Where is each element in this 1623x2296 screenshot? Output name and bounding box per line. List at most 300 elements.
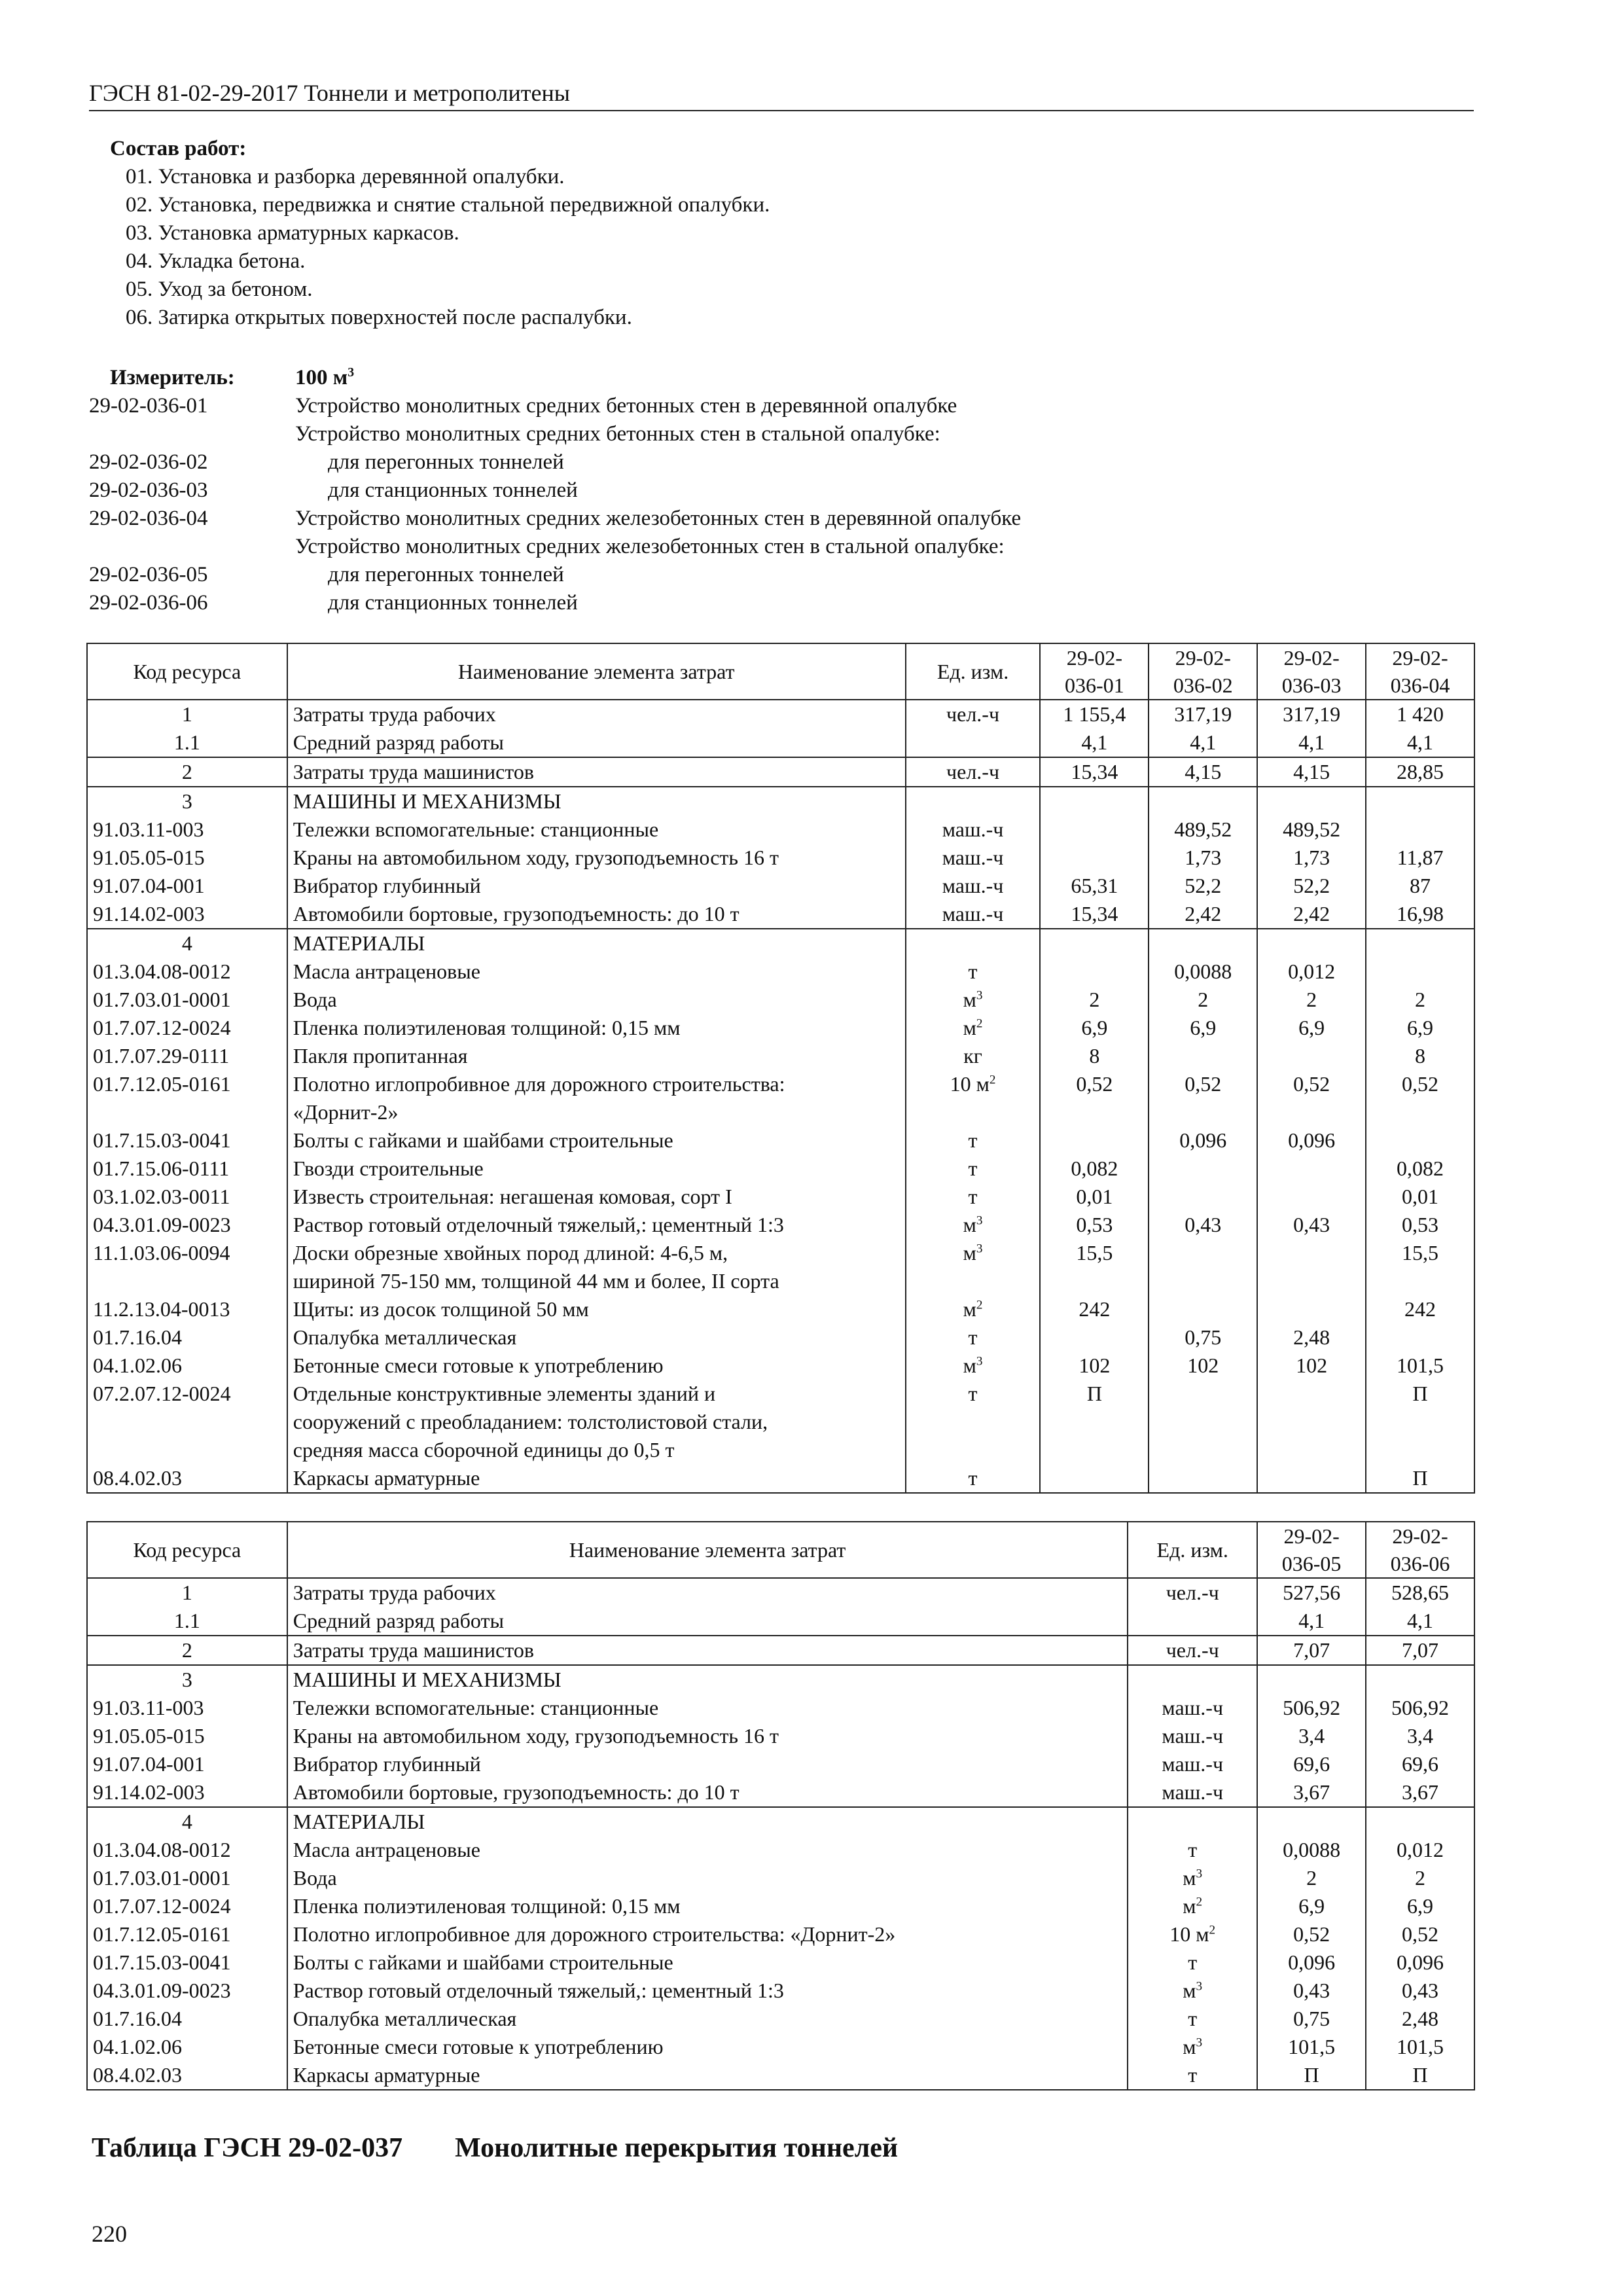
norm-value: 2 [1149, 986, 1257, 1014]
norm-value: 0,43 [1366, 1977, 1474, 2005]
norm-value: 6,9 [1366, 1892, 1474, 1920]
norm-value [1366, 1807, 1474, 1836]
resource-code: 4 [87, 929, 287, 958]
work-step: 02. Установка, передвижка и снятие стальной передвижной опалубки. [126, 193, 770, 217]
resource-name: Пакля пропитанная [287, 1042, 906, 1070]
norm-code: 29-02-036-03 [89, 478, 208, 502]
resource-unit [1128, 1778, 1257, 1807]
table-row [87, 757, 1474, 787]
table-row [87, 1211, 1474, 1239]
table-row [87, 1607, 1474, 1636]
norm-value: 2,48 [1257, 1323, 1366, 1352]
resource-unit [1128, 1694, 1257, 1722]
norm-value [1257, 1267, 1366, 1295]
resource-code: 01.7.15.06-0111 [87, 1155, 287, 1183]
unit-text: т [968, 1128, 978, 1152]
resource-unit [906, 844, 1041, 872]
work-step: 04. Укладка бетона. [126, 249, 306, 273]
norm-value: 0,01 [1040, 1183, 1149, 1211]
norm-value: П [1366, 1464, 1474, 1493]
norm-value: 0,52 [1366, 1920, 1474, 1948]
resource-unit [1128, 1607, 1257, 1636]
norm-value: 11,87 [1366, 844, 1474, 872]
resource-code: 2 [87, 757, 287, 787]
table-row [87, 1920, 1474, 1948]
work-step: 06. Затирка открытых поверхностей после распалубки. [126, 306, 632, 329]
unit-text: маш.-ч [1162, 1696, 1224, 1719]
norm-value: 0,75 [1149, 1323, 1257, 1352]
norm-value: 102 [1149, 1352, 1257, 1380]
norm-value: 102 [1040, 1352, 1149, 1380]
resource-unit [906, 986, 1041, 1014]
norm-value [1257, 1295, 1366, 1323]
norm-value [1366, 1436, 1474, 1464]
resource-name: Болты с гайками и шайбами строительные [287, 1948, 1128, 1977]
resource-code: 04.1.02.06 [87, 2033, 287, 2061]
table-row [87, 2061, 1474, 2090]
norm-value [1257, 1042, 1366, 1070]
norm-value: 28,85 [1366, 757, 1474, 787]
table-row [87, 1042, 1474, 1070]
norm-value [1149, 1408, 1257, 1436]
norm-value [1040, 816, 1149, 844]
table-row [87, 1126, 1474, 1155]
resource-unit [906, 1464, 1041, 1493]
norm-value: П [1366, 1380, 1474, 1408]
table-row [87, 1892, 1474, 1920]
work-composition-list [89, 163, 770, 332]
norm-value [1149, 1295, 1257, 1323]
resource-code [87, 1408, 287, 1436]
norm-value [1040, 1267, 1149, 1295]
resource-name: Пленка полиэтиленовая толщиной: 0,15 мм [287, 1014, 906, 1042]
norm-value: 0,75 [1257, 2005, 1366, 2033]
resource-name: средняя масса сборочной единицы до 0,5 т [287, 1436, 906, 1464]
norm-value: 15,34 [1040, 757, 1149, 787]
norm-value [1040, 929, 1149, 958]
norm-value [1149, 1183, 1257, 1211]
norm-value [1149, 1098, 1257, 1126]
norm-description: для станционных тоннелей [328, 591, 578, 615]
resource-unit [1128, 1920, 1257, 1948]
unit-text: т [1188, 2007, 1198, 2030]
norm-value [1040, 787, 1149, 816]
resource-name: Средний разряд работы [287, 1607, 1128, 1636]
resource-table-1 [86, 643, 1475, 1494]
unit-text: т [968, 960, 978, 983]
work-step: 03. Установка арматурных каркасов. [126, 221, 459, 245]
resource-unit [1128, 2005, 1257, 2033]
running-header-title: ГЭСН 81-02-29-2017 Тоннели и метрополитены [89, 80, 570, 106]
resource-unit [906, 929, 1041, 958]
unit-text: 10 м [1169, 1922, 1209, 1946]
unit-text: маш.-ч [1162, 1752, 1224, 1776]
norm-value: 4,15 [1257, 757, 1366, 787]
resource-unit [906, 1436, 1041, 1464]
norm-value: 506,92 [1257, 1694, 1366, 1722]
resource-unit [906, 1295, 1041, 1323]
norm-value: 7,07 [1257, 1636, 1366, 1665]
unit-text: т [968, 1185, 978, 1208]
norm-value [1149, 787, 1257, 816]
resource-name: Полотно иглопробивное для дорожного строительства: [287, 1070, 906, 1098]
norm-value [1257, 1239, 1366, 1267]
resource-name: МАТЕРИАЛЫ [287, 929, 906, 958]
norm-description: для перегонных тоннелей [328, 450, 564, 474]
resource-code: 91.14.02-003 [87, 900, 287, 929]
resource-unit [906, 816, 1041, 844]
measurement-unit-row [89, 364, 1476, 392]
unit-exponent: 2 [1196, 1895, 1203, 1909]
resource-code: 1.1 [87, 1607, 287, 1636]
unit-text: т [968, 1157, 978, 1180]
unit-text: м [963, 1354, 976, 1377]
resource-code: 91.07.04-001 [87, 872, 287, 900]
unit-exponent: 3 [1196, 2036, 1203, 2050]
resource-unit [1128, 2061, 1257, 2090]
resource-code: 11.1.03.06-0094 [87, 1239, 287, 1267]
resource-name: Вибратор глубинный [287, 1750, 1128, 1778]
table-row [87, 900, 1474, 929]
norm-value [1257, 1155, 1366, 1183]
norm-value: 0,082 [1366, 1155, 1474, 1183]
unit-exponent: 2 [989, 1073, 996, 1087]
unit-exponent: 3 [976, 1213, 983, 1228]
next-table-name: Монолитные перекрытия тоннелей [455, 2133, 899, 2163]
norm-value [1040, 958, 1149, 986]
resource-name: Пленка полиэтиленовая толщиной: 0,15 мм [287, 1892, 1128, 1920]
norm-value: 101,5 [1366, 2033, 1474, 2061]
resource-code: 1 [87, 700, 287, 728]
norm-description: Устройство монолитных средних бетонных стен в стальной опалубке: [295, 422, 940, 446]
unit-text: маш.-ч [942, 874, 1004, 897]
unit-text: т [968, 1466, 978, 1490]
norm-value [1149, 1239, 1257, 1267]
resource-code: 01.7.16.04 [87, 1323, 287, 1352]
resource-name: Автомобили бортовые, грузоподъемность: до 10 т [287, 1778, 1128, 1807]
resource-code: 08.4.02.03 [87, 1464, 287, 1493]
unit-exponent: 3 [976, 1242, 983, 1256]
resource-name: Краны на автомобильном ходу, грузоподъемность 16 т [287, 1722, 1128, 1750]
norm-value: 3,4 [1257, 1722, 1366, 1750]
norm-value: 0,0088 [1257, 1836, 1366, 1864]
norm-value: 65,31 [1040, 872, 1149, 900]
norm-value: 52,2 [1257, 872, 1366, 900]
header-norm-code: 29-02- 036-02 [1149, 643, 1257, 700]
header-norm-code: 29-02- 036-03 [1257, 643, 1366, 700]
norm-value: 489,52 [1257, 816, 1366, 844]
norm-value: 242 [1040, 1295, 1149, 1323]
resource-code: 01.7.07.12-0024 [87, 1014, 287, 1042]
table-row [87, 1267, 1474, 1295]
norm-value: 0,096 [1257, 1948, 1366, 1977]
unit-text: чел.-ч [1166, 1581, 1219, 1604]
unit-text: маш.-ч [1162, 1724, 1224, 1748]
norm-description: Устройство монолитных средних железобетонных стен в стальной опалубке: [295, 535, 1005, 558]
resource-name: Автомобили бортовые, грузоподъемность: до 10 т [287, 900, 906, 929]
unit-exponent: 2 [976, 1016, 983, 1031]
unit-text: т [968, 1382, 978, 1405]
resource-code: 01.3.04.08-0012 [87, 958, 287, 986]
resource-name: Гвозди строительные [287, 1155, 906, 1183]
norm-value [1257, 1665, 1366, 1694]
table-row [87, 1864, 1474, 1892]
norm-value: 317,19 [1257, 700, 1366, 728]
measurement-code-row [89, 561, 1476, 589]
norm-value: 4,15 [1149, 757, 1257, 787]
table-row [87, 1295, 1474, 1323]
norm-value: 6,9 [1149, 1014, 1257, 1042]
resource-code: 91.03.11-003 [87, 816, 287, 844]
norm-value [1040, 1126, 1149, 1155]
resource-name: Затраты труда рабочих [287, 700, 906, 728]
norm-value: 489,52 [1149, 816, 1257, 844]
norm-value: 0,52 [1149, 1070, 1257, 1098]
next-table-code: Таблица ГЭСН 29-02-037 [92, 2133, 403, 2163]
table-row [87, 872, 1474, 900]
work-step: 01. Установка и разборка деревянной опалубки. [126, 165, 565, 188]
header-unit: Ед. изм. [906, 643, 1041, 700]
norm-value: 1,73 [1257, 844, 1366, 872]
unit-text: м [963, 988, 976, 1011]
resource-name: Вода [287, 1864, 1128, 1892]
resource-code: 03.1.02.03-0011 [87, 1183, 287, 1211]
resource-table-2 [86, 1521, 1475, 2090]
unit-text: м [963, 1241, 976, 1265]
resource-unit [906, 700, 1041, 728]
norm-value [1366, 1098, 1474, 1126]
resource-unit [906, 757, 1041, 787]
unit-exponent: 2 [976, 1298, 983, 1312]
norm-value: 0,52 [1040, 1070, 1149, 1098]
unit-exponent: 3 [976, 1354, 983, 1369]
resource-unit [906, 1042, 1041, 1070]
resource-code: 4 [87, 1807, 287, 1836]
norm-value [1149, 1464, 1257, 1493]
unit-text: т [1188, 2063, 1198, 2087]
resource-unit [906, 1239, 1041, 1267]
norm-value: 2,42 [1149, 900, 1257, 929]
norm-value: 69,6 [1366, 1750, 1474, 1778]
resource-name: Средний разряд работы [287, 728, 906, 757]
resource-name: Масла антраценовые [287, 958, 906, 986]
table-row [87, 1352, 1474, 1380]
norm-value: 2 [1366, 1864, 1474, 1892]
resource-name: сооружений с преобладанием: толстолистовой стали, [287, 1408, 906, 1436]
resource-code: 01.7.07.12-0024 [87, 1892, 287, 1920]
norm-value: 69,6 [1257, 1750, 1366, 1778]
norm-value [1149, 1267, 1257, 1295]
measurement-code-row [89, 589, 1476, 617]
norm-value [1149, 1380, 1257, 1408]
norm-value: 4,1 [1257, 728, 1366, 757]
norm-value: 528,65 [1366, 1578, 1474, 1607]
norm-value [1149, 1155, 1257, 1183]
norm-value [1040, 1323, 1149, 1352]
unit-text: м [1183, 1979, 1196, 2002]
resource-code: 91.05.05-015 [87, 844, 287, 872]
resource-unit [906, 1323, 1041, 1352]
norm-value: 1 420 [1366, 700, 1474, 728]
norm-value: 6,9 [1366, 1014, 1474, 1042]
resource-code: 01.7.07.29-0111 [87, 1042, 287, 1070]
resource-name: Затраты труда рабочих [287, 1578, 1128, 1607]
norm-value: 8 [1366, 1042, 1474, 1070]
norm-value [1257, 1098, 1366, 1126]
table-row [87, 1578, 1474, 1607]
table-row [87, 1665, 1474, 1694]
resource-unit [1128, 1722, 1257, 1750]
measurement-section [89, 364, 1476, 617]
table-header-row [87, 643, 1474, 700]
resource-unit [906, 958, 1041, 986]
norm-value: 2 [1040, 986, 1149, 1014]
table-row [87, 1380, 1474, 1408]
norm-value [1257, 1436, 1366, 1464]
norm-value: 527,56 [1257, 1578, 1366, 1607]
table-row [87, 1750, 1474, 1778]
resource-name: МАТЕРИАЛЫ [287, 1807, 1128, 1836]
norm-value: 101,5 [1257, 2033, 1366, 2061]
measurement-code-row [89, 476, 1476, 505]
resource-unit [1128, 1665, 1257, 1694]
norm-value [1257, 1807, 1366, 1836]
norm-code: 29-02-036-02 [89, 450, 208, 474]
page-number: 220 [92, 2221, 127, 2247]
norm-value [1257, 929, 1366, 958]
resource-unit [1128, 1948, 1257, 1977]
unit-text: маш.-ч [942, 817, 1004, 841]
norm-value [1040, 1098, 1149, 1126]
measurement-code-list [89, 392, 1476, 617]
norm-value [1366, 1323, 1474, 1352]
resource-name: Отдельные конструктивные элементы зданий и [287, 1380, 906, 1408]
resource-code: 3 [87, 1665, 287, 1694]
unit-text: маш.-ч [942, 902, 1004, 925]
resource-name: Раствор готовый отделочный тяжелый,: цементный 1:3 [287, 1211, 906, 1239]
norm-value: 0,012 [1366, 1836, 1474, 1864]
resource-code [87, 1436, 287, 1464]
norm-value: 4,1 [1257, 1607, 1366, 1636]
norm-value [1040, 844, 1149, 872]
resource-name: «Дорнит-2» [287, 1098, 906, 1126]
norm-value: 7,07 [1366, 1636, 1474, 1665]
resource-unit [906, 1126, 1041, 1155]
norm-value [1366, 1665, 1474, 1694]
resource-unit [906, 1408, 1041, 1436]
norm-value: 4,1 [1366, 1607, 1474, 1636]
norm-value: 3,4 [1366, 1722, 1474, 1750]
unit-text: м [963, 1213, 976, 1236]
norm-value: 1 155,4 [1040, 700, 1149, 728]
resource-code: 1.1 [87, 728, 287, 757]
resource-unit [906, 900, 1041, 929]
norm-value [1040, 1408, 1149, 1436]
unit-text: т [1188, 1838, 1198, 1861]
table-row [87, 929, 1474, 958]
resource-code: 01.7.12.05-0161 [87, 1920, 287, 1948]
norm-value [1366, 1267, 1474, 1295]
norm-value: П [1040, 1380, 1149, 1408]
table-row [87, 1694, 1474, 1722]
resource-code: 2 [87, 1636, 287, 1665]
table-row [87, 1155, 1474, 1183]
resource-name: Затраты труда машинистов [287, 757, 906, 787]
norm-value: 0,52 [1257, 1070, 1366, 1098]
unit-exponent: 3 [1196, 1979, 1203, 1994]
norm-value: 15,34 [1040, 900, 1149, 929]
table-row [87, 958, 1474, 986]
unit-text: кг [963, 1044, 982, 1067]
unit-exponent: 3 [1196, 1867, 1203, 1881]
unit-text: м [1183, 1866, 1196, 1890]
table-row [87, 1636, 1474, 1665]
resource-unit [1128, 1750, 1257, 1778]
resource-code: 11.2.13.04-0013 [87, 1295, 287, 1323]
table-row [87, 1014, 1474, 1042]
unit-text: м [963, 1297, 976, 1321]
norm-value: 0,52 [1366, 1070, 1474, 1098]
resource-name: Краны на автомобильном ходу, грузоподъемность 16 т [287, 844, 906, 872]
header-code: Код ресурса [87, 643, 287, 700]
unit-text: 10 м [950, 1072, 990, 1096]
resource-unit [906, 1352, 1041, 1380]
norm-value: 6,9 [1257, 1892, 1366, 1920]
norm-value: 3,67 [1257, 1778, 1366, 1807]
norm-code: 29-02-036-06 [89, 591, 208, 615]
norm-value: 52,2 [1149, 872, 1257, 900]
norm-value: 0,0088 [1149, 958, 1257, 986]
resource-code: 01.7.15.03-0041 [87, 1948, 287, 1977]
norm-value [1257, 1408, 1366, 1436]
norm-value [1149, 929, 1257, 958]
unit-text: чел.-ч [1166, 1638, 1219, 1662]
table-row [87, 1722, 1474, 1750]
resource-name: Вибратор глубинный [287, 872, 906, 900]
header-norm-code: 29-02- 036-06 [1366, 1522, 1474, 1578]
resource-code: 01.7.03.01-0001 [87, 1864, 287, 1892]
resource-unit [1128, 2033, 1257, 2061]
resource-name: МАШИНЫ И МЕХАНИЗМЫ [287, 1665, 1128, 1694]
resource-name: Тележки вспомогательные: станционные [287, 1694, 1128, 1722]
resource-code: 1 [87, 1578, 287, 1607]
header-norm-code: 29-02- 036-01 [1040, 643, 1149, 700]
norm-value: 0,43 [1149, 1211, 1257, 1239]
resource-unit [906, 1155, 1041, 1183]
resource-name: Раствор готовый отделочный тяжелый,: цементный 1:3 [287, 1977, 1128, 2005]
resource-code: 91.03.11-003 [87, 1694, 287, 1722]
norm-code: 29-02-036-04 [89, 507, 208, 530]
table-row [87, 2033, 1474, 2061]
resource-code: 04.3.01.09-0023 [87, 1211, 287, 1239]
norm-code: 29-02-036-05 [89, 563, 208, 586]
resource-name: Опалубка металлическая [287, 2005, 1128, 2033]
resource-name: Бетонные смеси готовые к употреблению [287, 2033, 1128, 2061]
resource-unit [1128, 1807, 1257, 1836]
resource-name: Щиты: из досок толщиной 50 мм [287, 1295, 906, 1323]
resource-unit [1128, 1892, 1257, 1920]
norm-value: 2 [1257, 1864, 1366, 1892]
table-row [87, 1807, 1474, 1836]
resource-unit [906, 1267, 1041, 1295]
table-row [87, 1239, 1474, 1267]
resource-code: 04.3.01.09-0023 [87, 1977, 287, 2005]
table-row [87, 1408, 1474, 1436]
measurement-code-row [89, 420, 1476, 448]
running-header [89, 77, 1474, 111]
norm-value: 101,5 [1366, 1352, 1474, 1380]
norm-value [1149, 1042, 1257, 1070]
